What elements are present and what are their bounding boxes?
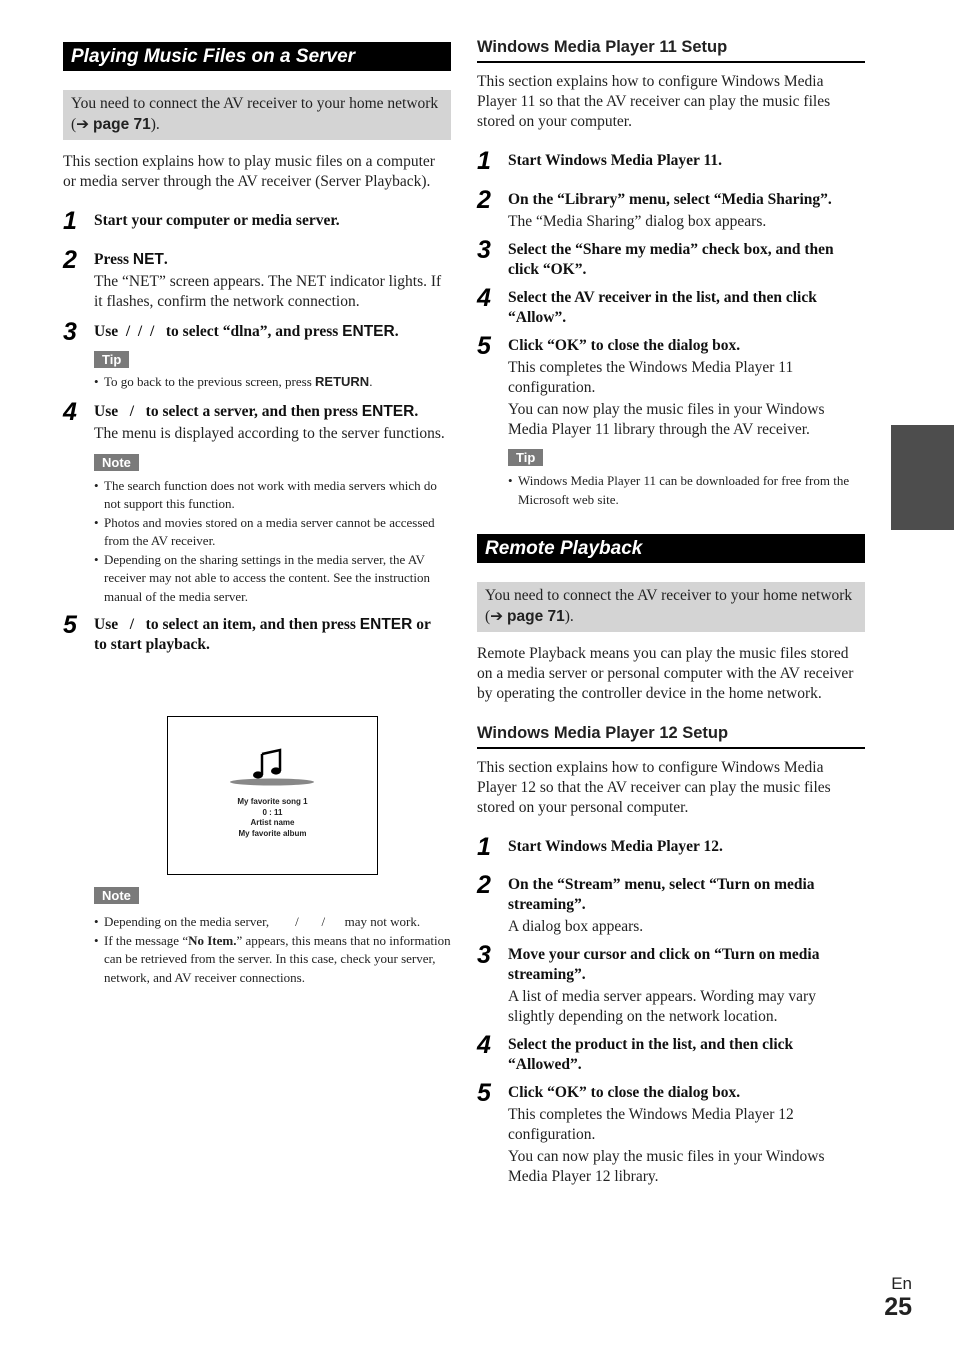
note-end: ” appears, this means that no information can be retrieved from the server. In this case, check your server, network, and AV receiver connections. [104, 932, 451, 985]
enter-key: ENTER [359, 616, 413, 633]
step-desc: The menu is displayed according to the server functions. [94, 424, 445, 442]
step-3 [63, 318, 451, 392]
step-number: 4 [477, 1031, 491, 1059]
page-link[interactable]: page 71 [507, 608, 565, 625]
right-column [477, 38, 865, 1187]
wmp12-step-5 [477, 1079, 865, 1187]
step-desc: This completes the Windows Media Player 11 configuration. [508, 359, 794, 396]
artist-name: Artist name [250, 818, 295, 827]
no-item-message: No Item. [188, 932, 237, 948]
step-number: 2 [63, 246, 77, 274]
page-number: 25 [884, 1293, 912, 1321]
section-title-server: Playing Music Files on a Server [63, 42, 451, 71]
step-number: 5 [477, 1079, 491, 1107]
step-desc: A list of media server appears. Wording may vary slightly depending on the network location. [508, 988, 816, 1025]
remote-intro: Remote Playback means you can play the music files stored on a media server or personal computer with the AV receiver by operating the controller device in the home network. [477, 645, 854, 702]
playback-time: 0 : 11 [262, 807, 283, 817]
left-column [63, 42, 462, 985]
step-number: 5 [477, 332, 491, 360]
step-text: Use / to select a server, and then press [94, 402, 362, 420]
note-item: • The search function does not work with media servers which do not support this function. [94, 477, 451, 514]
step-number: 3 [477, 941, 491, 969]
box-text: You need to connect the AV receiver to your home network (➔ [71, 95, 439, 133]
note-label: Note [94, 454, 139, 471]
wmp12-step-2 [477, 871, 865, 937]
wmp11-title: Windows Media Player 11 Setup [477, 38, 865, 63]
enter-key: ENTER [361, 402, 415, 420]
step-end: or to start playback. [94, 616, 462, 653]
section-title-remote: Remote Playback [477, 534, 865, 563]
step-text: Move your cursor and click on “Turn on media streaming”. [508, 946, 820, 983]
net-key: NET [132, 251, 164, 268]
note-item [94, 932, 451, 988]
step-desc: The “Media Sharing” dialog box appears. [508, 213, 767, 230]
tip-text: To go back to the previous screen, press [104, 374, 316, 389]
wmp12-step-3 [477, 941, 865, 1027]
playback-screen [167, 716, 378, 875]
box-end: ). [564, 608, 574, 625]
step-4 [63, 397, 451, 607]
wmp12-intro: This section explains how to configure Windows Media Player 12 so that the AV receiver can play the music files stored on your personal computer. [477, 759, 831, 816]
step-number: 1 [63, 207, 77, 235]
step-text: On the “Stream” menu, select “Turn on media streaming”. [508, 876, 815, 913]
step-text: Click “OK” to close the dialog box. [508, 337, 741, 354]
step-end: . [163, 251, 168, 268]
step-desc: You can now play the music files in your Windows Media Player 11 library through the AV receiver. [508, 401, 825, 438]
step-number: 3 [63, 318, 77, 346]
wmp12-title: Windows Media Player 12 Setup [477, 724, 865, 749]
playback-info [168, 797, 377, 839]
wmp12-step-1 [477, 833, 865, 861]
tip-item [94, 373, 451, 392]
enter-key: ENTER [342, 323, 395, 340]
network-requirement-box [63, 90, 451, 140]
chapter-tab [891, 425, 954, 530]
step-number: 4 [63, 397, 77, 426]
step-text: Use / / / to select “dlna”, and press [94, 323, 343, 340]
step-number: 1 [477, 147, 491, 175]
step-number: 5 [63, 611, 77, 639]
song-title: My favorite song 1 [237, 797, 308, 806]
step-text: Start Windows Media Player 12. [508, 838, 723, 855]
intro-text: This section explains how to play music files on a computer or media server through the AV receiver (Server Playback). [63, 153, 435, 190]
box-text: You need to connect the AV receiver to your home network (➔ [485, 587, 853, 625]
network-requirement-box-remote [477, 582, 865, 632]
page-footer [884, 1274, 912, 1320]
step-text: Click “OK” to close the dialog box. [508, 1084, 741, 1101]
wmp11-step-1 [477, 147, 865, 175]
page-link[interactable]: page 71 [93, 116, 151, 133]
step-desc: The “NET” screen appears. The NET indicator lights. If it flashes, confirm the network connection. [94, 273, 442, 310]
wmp11-intro: This section explains how to configure Windows Media Player 11 so that the AV receiver can play the music files stored on your computer. [477, 73, 831, 130]
step-number: 2 [477, 871, 491, 899]
step-text: Start your computer or media server. [94, 212, 340, 229]
step-desc: A dialog box appears. [508, 918, 644, 935]
step-5 [63, 611, 462, 655]
album-name: My favorite album [238, 828, 307, 838]
step-text: On the “Library” menu, select “Media Sharing”. [508, 191, 832, 208]
step-text: Start Windows Media Player 11. [508, 152, 722, 169]
wmp12-step-4 [477, 1031, 865, 1075]
music-note-icon [224, 742, 334, 792]
note-item: • Photos and movies stored on a media server cannot be accessed from the AV receiver. [94, 514, 451, 551]
note-item: • Depending on the sharing settings in the media server, the AV receiver may not able to access the content. See the instruction manual of the media server. [94, 551, 451, 607]
tip-label: Tip [94, 351, 129, 368]
tip-item: • Windows Media Player 11 can be downloaded for free from the Microsoft web site. [508, 472, 865, 509]
step-text: Select the product in the list, and then click “Allowed”. [508, 1036, 794, 1073]
return-key: RETURN [315, 374, 370, 389]
wmp11-step-5 [477, 332, 865, 509]
step-number: 4 [477, 284, 491, 312]
step-number: 2 [477, 186, 491, 214]
step-desc: You can now play the music files in your Windows Media Player 12 library. [508, 1148, 825, 1185]
language-code: En [891, 1274, 912, 1293]
note-block-2 [94, 887, 451, 987]
step-end: . [414, 402, 419, 420]
wmp11-step-2 [477, 186, 865, 232]
box-end: ). [150, 116, 160, 133]
step-desc: This completes the Windows Media Player 12 configuration. [508, 1106, 794, 1143]
note-label: Note [94, 887, 139, 904]
tip-label: Tip [508, 449, 543, 466]
note-text: If the message “ [104, 932, 189, 948]
step-text: Select the “Share my media” check box, and then click “OK”. [508, 241, 834, 278]
step-text: Press [94, 251, 133, 268]
wmp11-step-4 [477, 284, 865, 328]
step-text: Select the AV receiver in the list, and then click “Allow”. [508, 289, 817, 326]
step-end: . [394, 323, 399, 340]
step-1 [63, 207, 451, 235]
step-text: Use / to select an item, and then press [94, 616, 360, 633]
note-item: • Depending on the media server, / / may not work. [94, 913, 451, 932]
tip-end: . [369, 374, 373, 389]
step-2 [63, 246, 451, 312]
step-number: 1 [477, 833, 491, 861]
wmp11-step-3 [477, 236, 865, 280]
step-number: 3 [477, 236, 491, 264]
